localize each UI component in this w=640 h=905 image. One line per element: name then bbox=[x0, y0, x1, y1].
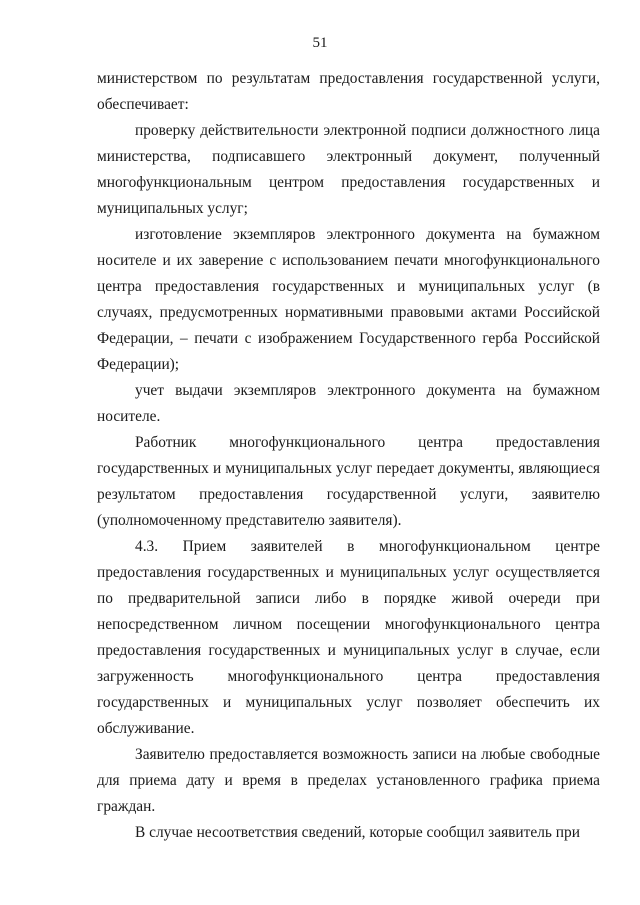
paragraph-paper-copies: изготовление экземпляров электронного документа на бумажном носителе и их заверение с использованием печати многофункционального центра предоставления государственных и муниципальных услуг (в случаях, предусмотренных нормативными правовыми актами Российской Федерации, – печати с изображением Государственного герба Российской Федерации); bbox=[97, 226, 600, 373]
paragraph-appointment: Заявителю предоставляется возможность записи на любые свободные для приема дату и время в пределах установленного графика приема граждан. bbox=[97, 746, 600, 815]
paragraph-mismatch: В случае несоответствия сведений, которые сообщил заявитель при bbox=[135, 824, 580, 841]
page-number: 51 bbox=[312, 35, 328, 51]
paragraph-signature-check: проверку действительности электронной подписи должностного лица министерства, подписавшего электронный документ, полученный многофункциональным центром предоставления государственных и муниципальных услуг; bbox=[97, 122, 600, 217]
paragraph-section-4-3: 4.3. Прием заявителей в многофункциональном центре предоставления государственных и муниципальных услуг осуществляется по предварительной записи либо в порядке живой очереди при непосредственном личном посещении многофункционального центра предоставления государственных и муниципальных услуг в случае, если загруженность многофункционального центра предоставления государственных и муниципальных услуг позволяет обеспечить их обслуживание. bbox=[97, 538, 600, 737]
paragraph-employee-transfer: Работник многофункционального центра предоставления государственных и муниципальных услуг передает документы, являющиеся результатом предоставления государственной услуги, заявителю (уполномоченному представителю заявителя). bbox=[97, 434, 600, 529]
paragraph-issue-accounting: учет выдачи экземпляров электронного документа на бумажном носителе. bbox=[97, 382, 600, 425]
paragraph-continuation: министерством по результатам предоставления государственной услуги, обеспечивает: bbox=[97, 70, 600, 113]
document-body bbox=[97, 66, 600, 846]
